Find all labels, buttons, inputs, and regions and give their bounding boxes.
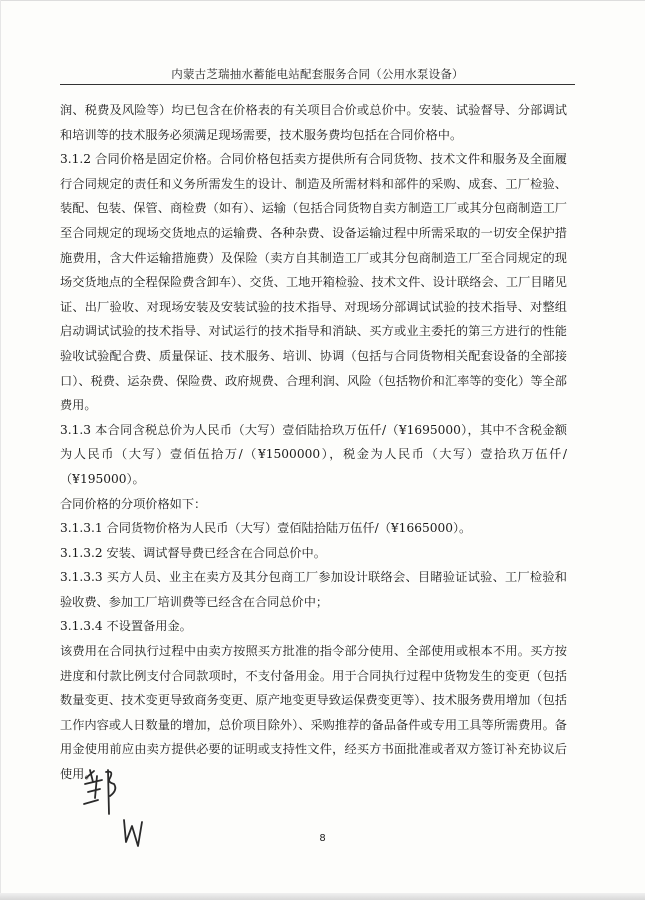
- running-header: 内蒙古芝瑞抽水蓄能电站配套服务合同（公用水泵设备）: [171, 67, 464, 81]
- paragraph: 3.1.2 合同价格是固定价格。合同价格包括卖方提供所有合同货物、技术文件和服务及全面履行合同规定的责任和义务所需发生的设计、制造及所需材料和部件的采购、成套、工厂检验、装配、包装、保管、商检费（如有）、运输（包括合同货物自卖方制造工厂或其分包商制造工厂至合同规定的现场交货地点的运输费、各种杂费、设备运输过程中所需采取的一切安全保护措施费用，含大件运输措施费）及保险（卖方自其制造工厂或其分包商制造工厂至合同规定的现场交货地点的全程保险费含卸车）、交货、工地开箱检验、技术文件、设计联络会、工厂目睹见证、出厂验收、对现场安装及安装试验的技术指导、对现场分部调试试验的技术指导、对整组启动调试试验的技术指导、对试运行的技术指导和消缺、买方或业主委托的第三方进行的性能验收试验配合费、质量保证、技术服务、培训、协调（包括与合同货物相关配套设备的全部接口）、税费、运杂费、保险费、政府规费、合理利润、风险（包括物价和汇率等的变化）等全部费用。: [60, 152, 567, 413]
- paragraph: 3.1.3.4 不设置备用金。: [60, 619, 192, 634]
- paragraph: 该费用在合同执行过程中由卖方按照买方批准的指令部分使用、全部使用或根本不用。买方按进度和付款比例支付合同款项时，不支付备用金。用于合同执行过程中货物发生的变更（包括数量变更、技术变更导致商务变更、原产地变更导致运保费变更等）、技术服务费用增加（包括工作内容或人日数量的增加，总价项目除外）、采购推荐的备品备件或专用工具等所需费用。备用金使用前应由卖方提供必要的证明或支持性文件，经买方书面批准或者双方签订补充协议后使用。: [60, 644, 567, 782]
- page-number: 8: [319, 833, 326, 844]
- page-top-edge: [0, 0, 645, 1]
- body-text: [60, 98, 567, 787]
- paragraph: 3.1.3 本合同含税总价为人民币（大写）壹佰陆拾玖万伍仟/（¥1695000），其中不含税金额为人民币（大写）壹佰伍拾万/（¥1500000），税金为人民币（大写）壹拾玖万伍仟/（¥195000）。: [60, 422, 567, 486]
- paragraph: 3.1.3.2 安装、调试督导费已经含在合同总价中。: [60, 545, 326, 560]
- header-rule: [60, 84, 575, 85]
- paragraph: 合同价格的分项价格如下：: [60, 496, 207, 511]
- paragraph: 3.1.3.3 买方人员、业主在卖方及其分包商工厂参加设计联络会、目睹验证试验、工厂检验和验收费、参加工厂培训费等已经含在合同总价中；: [60, 570, 567, 609]
- paragraph: 3.1.3.1 合同货物价格为人民币（大写）壹佰陆拾陆万伍仟/（¥1665000）。: [60, 521, 472, 536]
- page-bottom-edge: [0, 893, 645, 900]
- paragraph: 润、税费及风险等）均已包含在价格表的有关项目合价或总价中。安装、试验督导、分部调试和培训等的技术服务必须满足现场需要，技术服务费均包括在合同价格中。: [60, 103, 567, 142]
- page-left-edge: [0, 0, 1, 900]
